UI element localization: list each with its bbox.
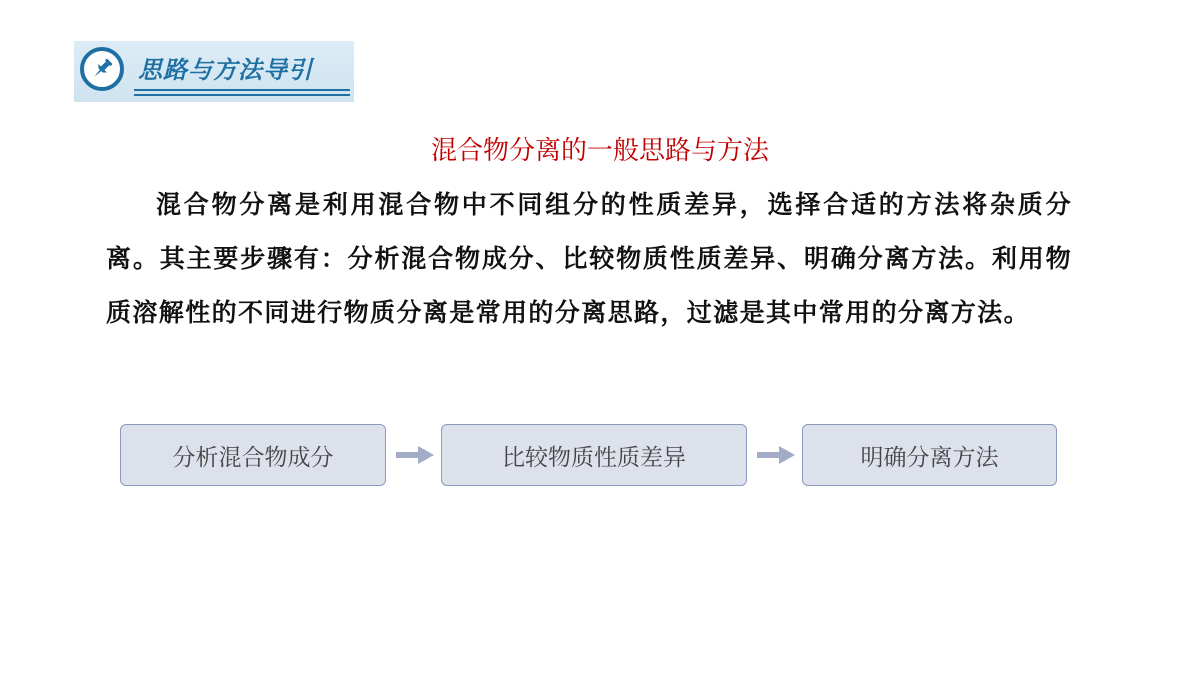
banner-divider bbox=[134, 89, 350, 91]
right-arrow-icon bbox=[396, 446, 434, 464]
flow-step-analyze: 分析混合物成分 bbox=[120, 424, 386, 486]
flow-step-method: 明确分离方法 bbox=[802, 424, 1057, 486]
pushpin-icon bbox=[80, 47, 124, 91]
section-banner bbox=[74, 41, 354, 102]
flow-step-compare: 比较物质性质差异 bbox=[441, 424, 747, 486]
section-title: 混合物分离的一般思路与方法 bbox=[430, 136, 769, 166]
banner-title: 思路与方法导引 bbox=[138, 56, 313, 84]
banner-divider bbox=[134, 94, 350, 96]
body-paragraph: 混合物分离是利用混合物中不同组分的性质差异，选择合适的方法将杂质分离。其主要步骤有：分析混合物成分、比较物质性质差异、明确分离方法。利用物质溶解性的不同进行物质分离是常用的分离思路，过滤是其中常用的分离方法。 bbox=[106, 190, 1072, 327]
right-arrow-icon bbox=[757, 446, 795, 464]
